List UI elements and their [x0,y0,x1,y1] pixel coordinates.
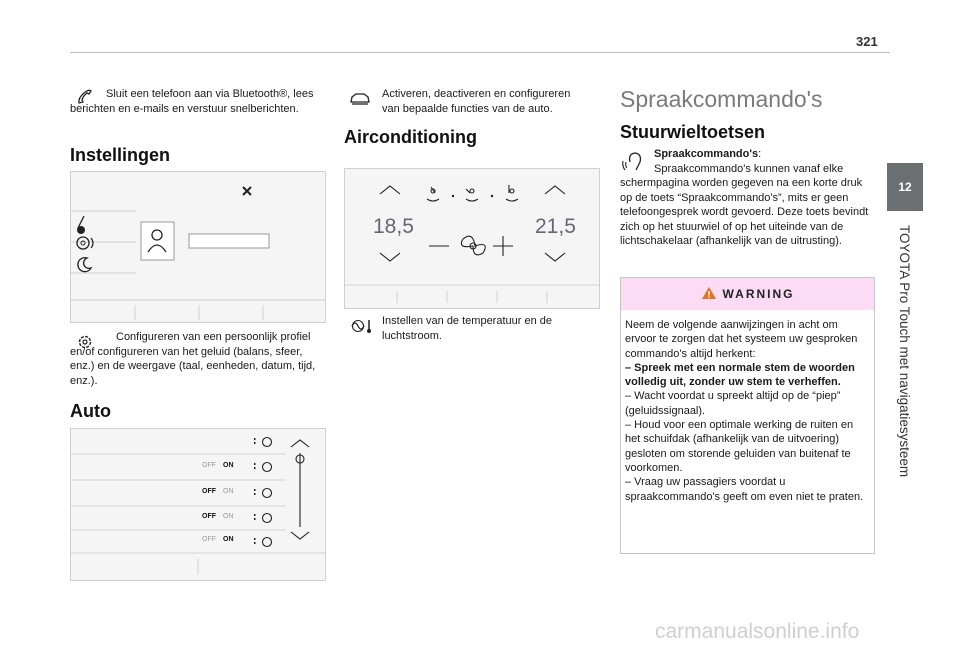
switch-2-on: ON [223,488,234,495]
voice-command-text: Spraakcommando's: Spraakcommando's kunnen vanaf elke schermpagina worden gegeven na een korte druk op de toets “Spraakcommando's”, mits er geen telefoongesprek wordt gevoerd. Deze toets bevindt zich op het stuurwiel of op het uiteinde van de lichtschakelaar (afhankelijk van de uitrusting). [620,148,869,247]
airco-screen [344,168,600,309]
warning-triangle-icon [701,286,717,300]
airco-text: Instellen van de temperatuur en de luchtstroom. [382,315,553,342]
warning-item-3: – Houd voor een optimale werking de ruiten en het schuifdak (afhankelijk van de uitvoering) gesloten om storende geluiden van buitenaf te voorkomen. [625,419,854,474]
settings-screen [70,171,326,323]
page-number: 321 [856,34,878,49]
section-title: Spraakcommando's [620,86,823,112]
side-title-text: TOYOTA Pro Touch met navigatiesysteem [897,225,912,478]
heading-airconditioning: Airconditioning [344,127,477,147]
fan-temperature-icon [349,318,373,339]
phone-intro-text: Sluit een telefoon aan via Bluetooth®, lees berichten en e-mails en verstuur snelberichten. [70,88,314,115]
temperature-left[interactable]: 18,5 [373,215,414,238]
watermark: carmanualsonline.info [655,620,860,643]
warning-intro: Neem de volgende aanwijzingen in acht om ervoor te zorgen dat het systeem uw gesproken commando's altijd herkent: [625,319,858,360]
car-intro-text: Activeren, deactiveren en configureren van bepaalde functies van de auto. [382,88,571,115]
warning-title: WARNING [722,287,795,301]
side-title [894,225,916,525]
switch-2-off[interactable]: OFF [202,488,216,495]
heading-instellingen: Instellingen [70,145,171,165]
switch-1-on[interactable]: ON [223,462,234,469]
switch-4-off: OFF [202,536,216,543]
car-icon [349,92,371,111]
warning-item-1: – Spreek met een normale stem de woorden volledig uit, zonder uw stem te verheffen. [625,361,855,389]
warning-body [621,310,874,504]
switch-3-on: ON [223,513,234,520]
switch-1-off: OFF [202,462,216,469]
temperature-right[interactable]: 21,5 [535,215,576,238]
header-rule [70,52,890,53]
warning-item-2: – Wacht voordat u spreekt altijd op de “piep” (geluidssignaal). [625,390,841,417]
switch-3-off[interactable]: OFF [202,513,216,520]
auto-screen [70,428,326,581]
chapter-tab[interactable]: 12 [887,163,923,211]
warning-item-4: – Vraag uw passagiers voordat u spraakcommando's geeft om even niet te praten. [625,476,864,503]
switch-4-on[interactable]: ON [223,536,234,543]
warning-box [620,277,875,554]
heading-auto: Auto [70,401,111,421]
warning-header [621,278,874,310]
heading-stuurwieltoetsen: Stuurwieltoetsen [620,122,766,142]
instellingen-text: Configureren van een persoonlijk profiel en/of configureren van het geluid (balans, sfeer, enz.) en de weergave (taal, eenheden, datum, tijd, enz.). [70,331,316,387]
